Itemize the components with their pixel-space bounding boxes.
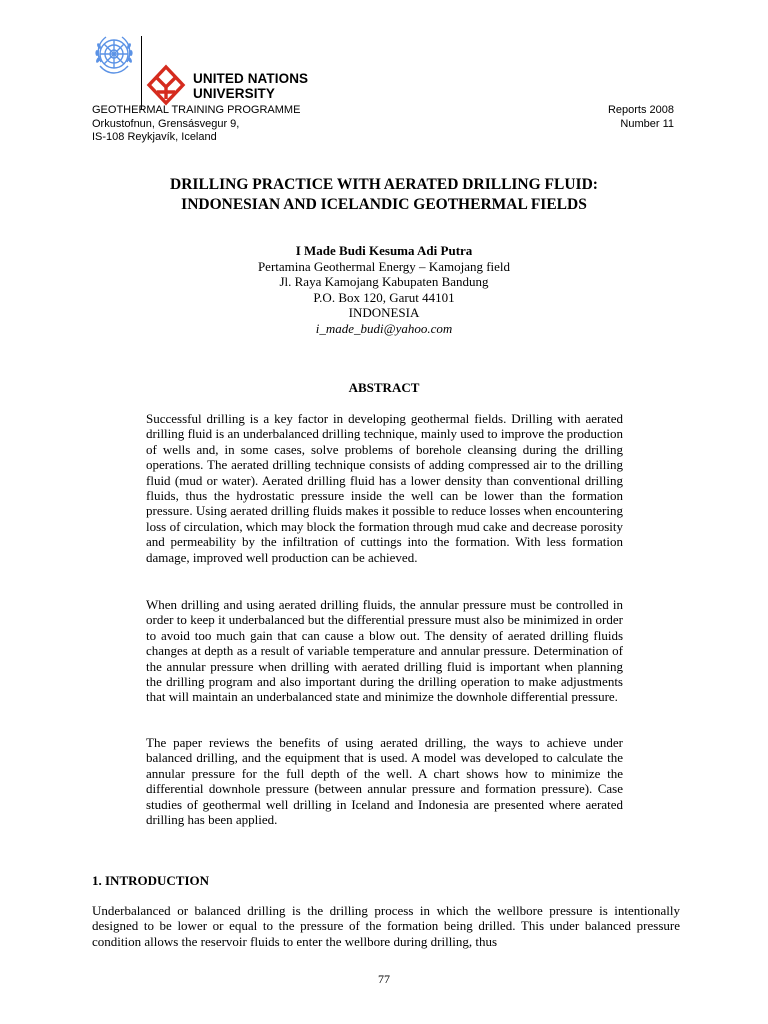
author-street: Jl. Raya Kamojang Kabupaten Bandung xyxy=(279,274,489,289)
author-country: INDONESIA xyxy=(348,305,420,320)
author-pobox: P.O. Box 120, Garut 44101 xyxy=(313,289,455,305)
header-address-block xyxy=(92,104,300,145)
author-block xyxy=(90,243,678,336)
institution-line-2: UNIVERSITY xyxy=(193,86,276,101)
abstract-paragraph-3: The paper reviews the benefits of using aerated drilling, the ways to achieve under balanced drilling, and the equipment that is used. A model was developed to calculate the annular pressure for the full depth of the well. A chart shows how to minimize the differential downhole pressure (between annular pressure and formation pressure). Case studies of geothermal well drilling in Iceland and Indonesia are presented where aerated drilling has been applied. xyxy=(146,735,623,828)
paper-title xyxy=(90,175,678,214)
report-year: Reports 2008 xyxy=(607,104,674,116)
institution-line-1: UNITED NATIONS xyxy=(193,71,309,86)
unu-logo-icon xyxy=(146,64,186,106)
title-line-2: INDONESIAN AND ICELANDIC GEOTHERMAL FIELDS xyxy=(181,195,587,213)
address-line-1: Orkustofnun, Grensásvegur 9, xyxy=(92,117,240,130)
introduction-paragraph: Underbalanced or balanced drilling is the drilling process in which the wellbore pressure is intentionally designed to be lower or equal to the pressure of the formation being drilled. This under balanced pressure condition allows the reservoir fluids to enter the wellbore during drilling, thus xyxy=(92,903,680,949)
author-name: I Made Budi Kesuma Adi Putra xyxy=(295,243,473,258)
introduction-heading: 1. INTRODUCTION xyxy=(92,873,210,888)
institution-name xyxy=(193,71,308,101)
address-line-2: IS-108 Reykjavík, Iceland xyxy=(92,131,217,143)
abstract-paragraph-2: When drilling and using aerated drilling fluids, the annular pressure must be controlled in order to keep it underbalanced but the differential pressure must also be minimized in order to avoid too much gain that can cause a blow out. The density of aerated drilling fluids changes at depth as a result of variable temperature and annular pressure. Determination of the annular pressure when drilling with aerated drilling fluid is important when planning the drilling program and also important during the drilling operation to make adjustments that will maintain an underbalanced state and minimize the downhole differential pressure. xyxy=(146,597,623,705)
author-email: i_made_budi@yahoo.com xyxy=(315,320,453,336)
title-line-1: DRILLING PRACTICE WITH AERATED DRILLING FLUID: xyxy=(170,176,598,193)
un-emblem-icon xyxy=(92,32,136,76)
abstract-paragraph-1: Successful drilling is a key factor in developing geothermal fields. Drilling with aerated drilling fluid is an underbalanced drilling technique, mainly used to improve the production of wells and, in some cases, solve problems of borehole cleansing during the drilling operations. The aerated drilling technique consists of adding compressed air to the drilling fluid (mud or water). Aerated drilling fluid has a lower density than conventional drilling fluids, thus the hydrostatic pressure inside the well can be lower than the formation pressure. Using aerated drilling fluids makes it possible to reduce losses when encountering loss of circulation, which may block the formation through mud cake and decrease porosity and permeability by the infiltration of cuttings into the formation. With less formation damage, improved well production can be achieved. xyxy=(146,411,623,565)
header-divider xyxy=(141,36,142,110)
page-number: 77 xyxy=(378,972,390,986)
report-number: Number 11 xyxy=(620,117,674,130)
abstract-heading: ABSTRACT xyxy=(348,380,420,395)
header-report-block xyxy=(608,104,674,131)
programme-name: GEOTHERMAL TRAINING PROGRAMME xyxy=(92,104,301,116)
author-affiliation: Pertamina Geothermal Energy – Kamojang field xyxy=(257,258,511,274)
